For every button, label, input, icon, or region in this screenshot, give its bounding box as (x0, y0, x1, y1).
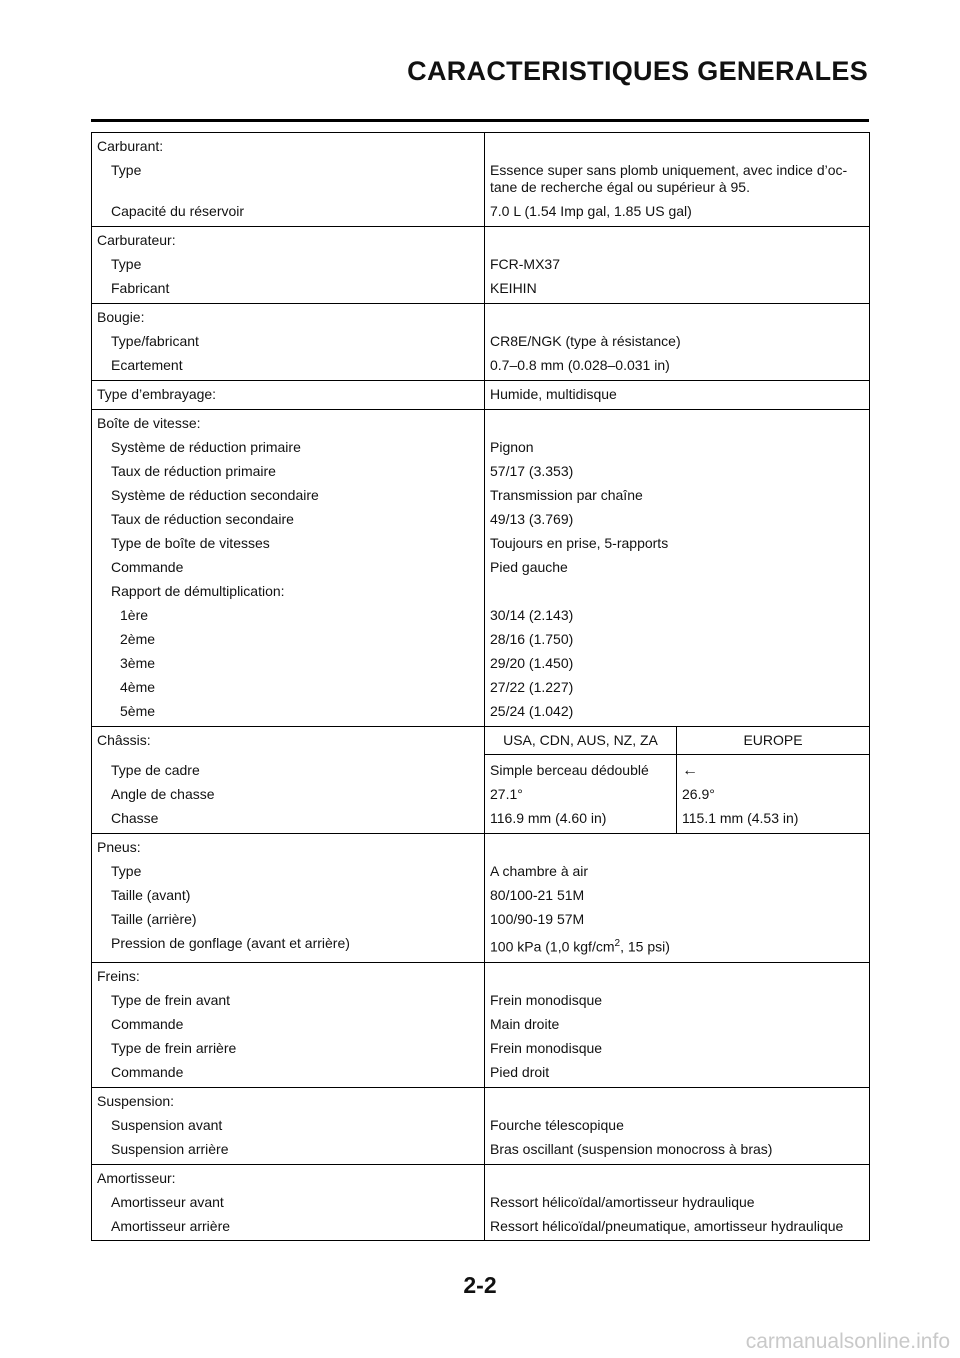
spec-value: 0.7–0.8 mm (0.028–0.031 in) (485, 350, 870, 381)
section-header-chassis (92, 727, 870, 755)
section-label: Suspension: (92, 1087, 485, 1110)
section-label: Bougie: (92, 304, 485, 327)
spec-row (92, 1187, 870, 1211)
title-rule (91, 119, 869, 122)
spec-value-usa: 27.1° (485, 779, 677, 803)
section-label: Amortisseur: (92, 1164, 485, 1187)
spec-label: Type (92, 856, 485, 880)
spec-value: 100/90-19 57M (485, 904, 870, 928)
spec-value: 7.0 L (1.54 Imp gal, 1.85 US gal) (485, 196, 870, 227)
spec-label: Taille (avant) (92, 880, 485, 904)
gear-row (92, 672, 870, 696)
spec-label: Taille (arrière) (92, 904, 485, 928)
spec-row (92, 755, 870, 780)
spec-value: Humide, multidisque (485, 381, 870, 410)
spec-row (92, 880, 870, 904)
gear-label: 1ère (92, 600, 485, 624)
spec-label: Type de frein avant (92, 985, 485, 1009)
section-embrayage (92, 381, 870, 410)
spec-value: Frein monodisque (485, 985, 870, 1009)
gear-row (92, 600, 870, 624)
spec-label: Chasse (92, 803, 485, 834)
spec-label: Type de frein arrière (92, 1033, 485, 1057)
spec-label: Ecartement (92, 350, 485, 381)
spec-label: Type (92, 249, 485, 273)
gear-value: 29/20 (1.450) (485, 648, 870, 672)
spec-row (92, 1033, 870, 1057)
section-label: Type d’embrayage: (92, 381, 485, 410)
spec-value-europe: 26.9° (677, 779, 870, 803)
spec-value: Toujours en prise, 5-rapports (485, 528, 870, 552)
spec-row (92, 576, 870, 600)
spec-label: Commande (92, 1009, 485, 1033)
gear-row (92, 696, 870, 727)
spec-value-usa: 116.9 mm (4.60 in) (485, 803, 677, 834)
spec-label: Commande (92, 1057, 485, 1088)
spec-label: Suspension arrière (92, 1134, 485, 1165)
spec-row (92, 155, 870, 196)
spec-label: Commande (92, 552, 485, 576)
spec-row (92, 1009, 870, 1033)
gear-row (92, 624, 870, 648)
gear-label: 5ème (92, 696, 485, 727)
spec-row (92, 904, 870, 928)
section-label: Boîte de vitesse: (92, 410, 485, 433)
spec-row (92, 273, 870, 304)
spec-value: 57/17 (3.353) (485, 456, 870, 480)
gear-value: 30/14 (2.143) (485, 600, 870, 624)
gear-row (92, 648, 870, 672)
spec-value: Ressort hélicoïdal/pneumatique, amortisseur hydraulique (485, 1211, 870, 1241)
spec-value: A chambre à air (485, 856, 870, 880)
section-header-bougie (92, 304, 870, 327)
section-header-carburateur (92, 227, 870, 250)
spec-label: Type de boîte de vitesses (92, 528, 485, 552)
spec-label: Taux de réduction secondaire (92, 504, 485, 528)
spec-label: Système de réduction primaire (92, 432, 485, 456)
section-label: Freins: (92, 962, 485, 985)
section-header-carburant (92, 133, 870, 156)
spec-row (92, 350, 870, 381)
gear-value: 25/24 (1.042) (485, 696, 870, 727)
section-header-pneus (92, 834, 870, 857)
spec-row (92, 1211, 870, 1241)
same-as-arrow-icon: ← (677, 755, 870, 780)
spec-value: Main droite (485, 1009, 870, 1033)
spec-value: 80/100-21 51M (485, 880, 870, 904)
spec-value: CR8E/NGK (type à résistance) (485, 326, 870, 350)
spec-label: Amortisseur avant (92, 1187, 485, 1211)
spec-row (92, 326, 870, 350)
spec-label: Type (92, 155, 485, 196)
section-label: Carburant: (92, 133, 485, 156)
watermark-text: carmanualsonline.info (745, 1330, 950, 1353)
gear-label: 4ème (92, 672, 485, 696)
spec-row (92, 504, 870, 528)
spec-row (92, 928, 870, 962)
spec-value: Pignon (485, 432, 870, 456)
spec-label: Angle de chasse (92, 779, 485, 803)
spec-row (92, 779, 870, 803)
spec-label: Suspension avant (92, 1110, 485, 1134)
spec-row (92, 856, 870, 880)
spec-label: Rapport de démultiplication: (92, 576, 485, 600)
spec-value: Pied droit (485, 1057, 870, 1088)
spec-value: KEIHIN (485, 273, 870, 304)
spec-value-europe: 115.1 mm (4.53 in) (677, 803, 870, 834)
spec-value (485, 576, 870, 600)
spec-label: Fabricant (92, 273, 485, 304)
spec-label: Taux de réduction primaire (92, 456, 485, 480)
spec-value: Essence super sans plomb uniquement, avec indice d’oc- tane de recherche égal ou supérieur à 95. (485, 155, 870, 196)
chassis-col-usa: USA, CDN, AUS, NZ, ZA (485, 727, 677, 755)
gear-value: 28/16 (1.750) (485, 624, 870, 648)
spec-label: Amortisseur arrière (92, 1211, 485, 1241)
spec-value-usa: Simple berceau dédoublé (485, 755, 677, 780)
spec-row (92, 1057, 870, 1088)
section-header-boite (92, 410, 870, 433)
spec-row (92, 1134, 870, 1165)
spec-label: Système de réduction secondaire (92, 480, 485, 504)
spec-row (92, 432, 870, 456)
spec-value: Fourche télescopique (485, 1110, 870, 1134)
pression-text-end: , 15 psi) (620, 938, 670, 955)
chassis-col-europe: EUROPE (677, 727, 870, 755)
spec-label: Type de cadre (92, 755, 485, 780)
section-header-freins (92, 962, 870, 985)
spec-table (91, 132, 870, 1241)
spec-row (92, 528, 870, 552)
superscript: 2 (614, 938, 621, 949)
page-title: CARACTERISTIQUES GENERALES (407, 56, 868, 86)
spec-row (92, 249, 870, 273)
spec-value: FCR-MX37 (485, 249, 870, 273)
spec-row (92, 1110, 870, 1134)
spec-value: Transmission par chaîne (485, 480, 870, 504)
spec-row (92, 196, 870, 227)
spec-value: Pied gauche (485, 552, 870, 576)
spec-row (92, 803, 870, 834)
spec-value: Frein monodisque (485, 1033, 870, 1057)
section-label: Pneus: (92, 834, 485, 857)
spec-value: 49/13 (3.769) (485, 504, 870, 528)
spec-value: Bras oscillant (suspension monocross à bras) (485, 1134, 870, 1165)
spec-label: Capacité du réservoir (92, 196, 485, 227)
gear-label: 3ème (92, 648, 485, 672)
spec-row (92, 480, 870, 504)
gear-value: 27/22 (1.227) (485, 672, 870, 696)
spec-value: Ressort hélicoïdal/amortisseur hydraulique (485, 1187, 870, 1211)
page-number: 2-2 (463, 1272, 497, 1298)
spec-row (92, 985, 870, 1009)
section-header-amortisseur (92, 1164, 870, 1187)
spec-value (485, 928, 870, 962)
section-header-suspension (92, 1087, 870, 1110)
spec-row (92, 552, 870, 576)
spec-label: Type/fabricant (92, 326, 485, 350)
spec-row (92, 456, 870, 480)
pression-text: 100 kPa (1,0 kgf/cm (490, 938, 615, 955)
section-label: Châssis: (92, 727, 485, 755)
gear-label: 2ème (92, 624, 485, 648)
section-label: Carburateur: (92, 227, 485, 250)
spec-label: Pression de gonflage (avant et arrière) (92, 928, 485, 962)
